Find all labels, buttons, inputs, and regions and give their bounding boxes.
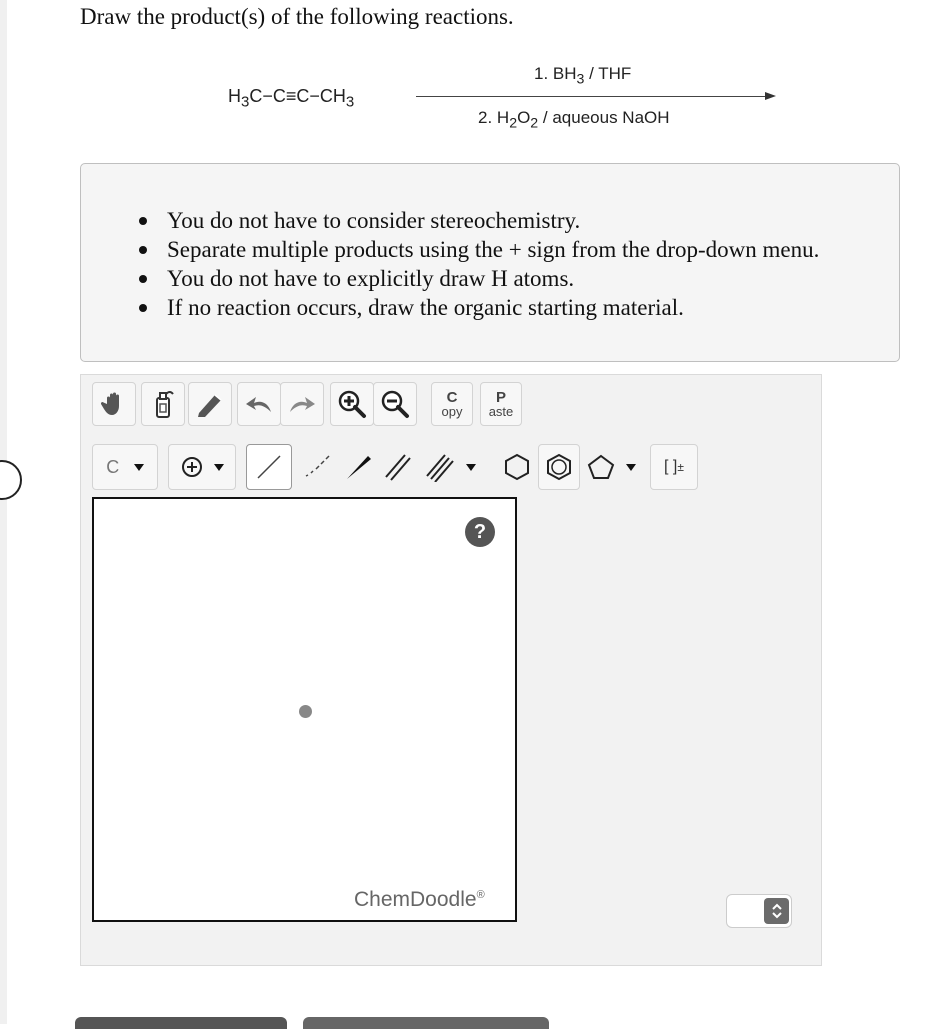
copy-button[interactable]: [431, 382, 473, 426]
element-label: C: [106, 456, 120, 477]
chevron-down-icon: [214, 464, 224, 471]
benzene-icon: [544, 452, 574, 482]
paste-label-small: aste: [488, 404, 514, 419]
hashed-bond-button[interactable]: [294, 444, 338, 490]
benzene-button[interactable]: [538, 444, 580, 490]
pencil-icon: [195, 390, 225, 418]
cyclopentane-icon: [586, 452, 616, 482]
instruction-item: You do not have to consider stereochemistry.: [139, 206, 819, 235]
double-bond-icon: [383, 452, 413, 482]
spinner-arrows[interactable]: [764, 898, 789, 924]
pan-button[interactable]: [92, 382, 136, 426]
instruction-item: If no reaction occurs, draw the organic starting material.: [139, 293, 819, 322]
redo-icon: [287, 392, 317, 416]
hashed-bond-icon: [301, 452, 331, 482]
reaction-arrow: [416, 96, 766, 97]
canvas-center-point: [299, 705, 312, 718]
instructions-list: [139, 206, 819, 322]
left-edge-strip: [0, 0, 7, 1024]
eraser-button[interactable]: [188, 382, 232, 426]
hand-pan-icon: [100, 390, 128, 418]
reaction-arrow-head: [765, 92, 776, 100]
double-bond-button[interactable]: [378, 444, 418, 490]
cyclohexane-button[interactable]: [496, 444, 538, 490]
side-tab-handle[interactable]: [0, 460, 22, 500]
paste-button[interactable]: [480, 382, 522, 426]
bracket-charge-button[interactable]: [650, 444, 698, 490]
eraser-icon: [150, 389, 176, 419]
chevron-down-icon: [626, 464, 636, 471]
instruction-item: You do not have to explicitly draw H atoms.: [139, 264, 819, 293]
up-down-chevron-icon: [771, 902, 783, 920]
plus-circle-icon: [181, 456, 203, 478]
undo-button[interactable]: [237, 382, 281, 426]
copy-label-big: C: [446, 389, 458, 406]
wedge-bond-icon: [343, 452, 373, 482]
instruction-item: Separate multiple products using the + sign from the drop-down menu.: [139, 235, 819, 264]
cyclohexane-icon: [502, 452, 532, 482]
clear-button[interactable]: [141, 382, 185, 426]
zoom-out-icon: [380, 389, 410, 419]
paste-label-big: P: [495, 389, 506, 406]
reagent-step-1: 1. $BH_3$ / THF: [534, 64, 632, 88]
reactant-formula: $H_3C-C\equiv C-CH_3$: [228, 86, 355, 111]
instructions-panel: [80, 163, 900, 362]
chemdoodle-brand: ChemDoodle®: [354, 888, 485, 911]
element-dropdown[interactable]: [92, 444, 158, 490]
chevron-down-icon: [134, 464, 144, 471]
question-title: Draw the product(s) of the following reactions.: [80, 4, 514, 29]
spinner-control[interactable]: [726, 894, 792, 928]
bracket-label: [ ]: [664, 458, 678, 475]
zoom-out-button[interactable]: [373, 382, 417, 426]
chevron-down-icon: [466, 464, 476, 471]
redo-button[interactable]: [280, 382, 324, 426]
copy-label-small: opy: [441, 404, 463, 419]
triple-bond-dropdown[interactable]: [418, 444, 482, 490]
reagent-step-2: 2. $H_2O_2$ / aqueous NaOH: [478, 108, 670, 132]
bottom-button-primary[interactable]: [75, 1017, 287, 1029]
undo-icon: [244, 392, 274, 416]
zoom-in-button[interactable]: [330, 382, 374, 426]
wedge-bond-button[interactable]: [338, 444, 378, 490]
bottom-button-secondary[interactable]: [303, 1017, 549, 1029]
triple-bond-icon: [425, 452, 455, 482]
zoom-in-icon: [337, 389, 367, 419]
single-bond-button[interactable]: [246, 444, 292, 490]
charge-dropdown[interactable]: [168, 444, 236, 490]
charge-label: ±: [677, 460, 684, 474]
help-button[interactable]: ?: [465, 517, 495, 547]
ring-dropdown[interactable]: [580, 444, 642, 490]
single-bond-icon: [254, 452, 284, 482]
